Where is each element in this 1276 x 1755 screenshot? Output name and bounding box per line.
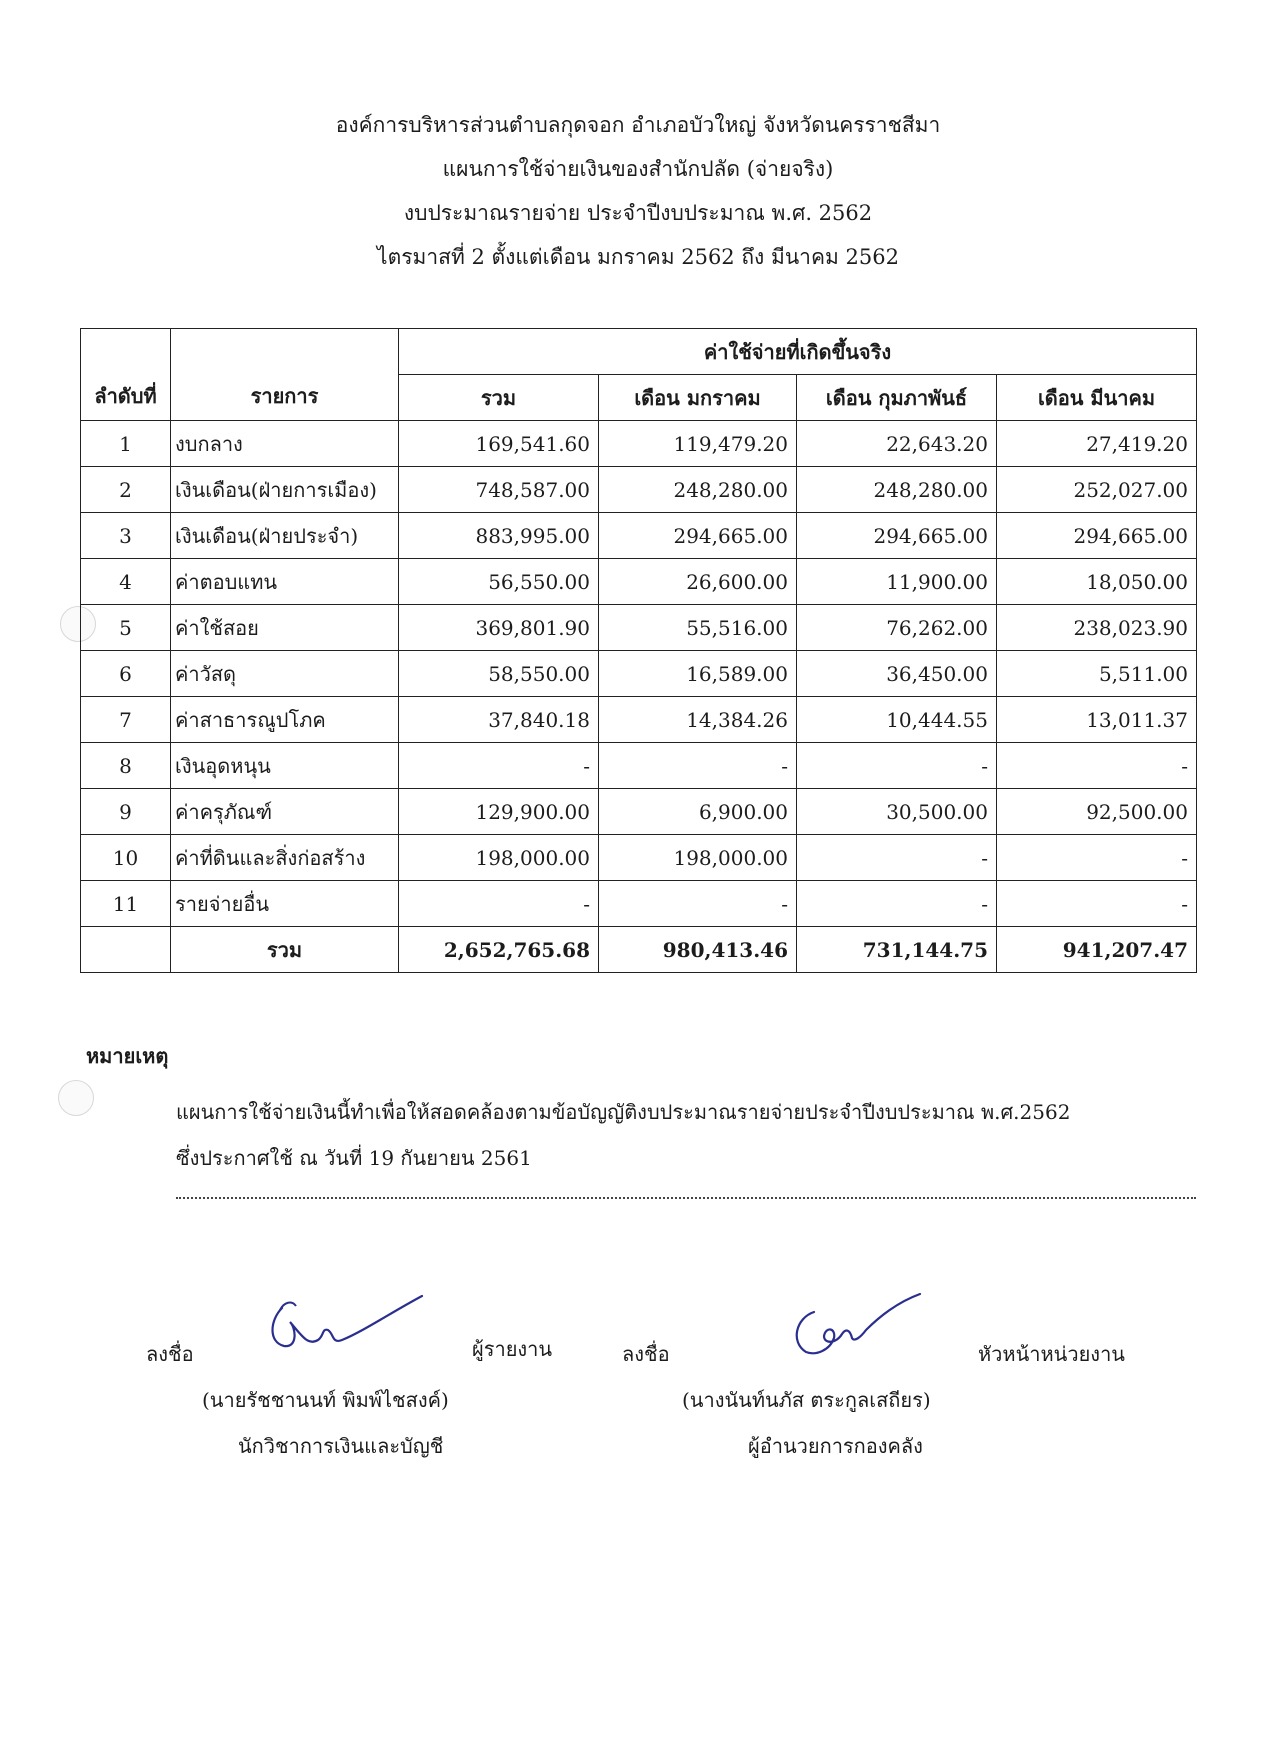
dotted-line [176,1196,1196,1199]
row-number: 4 [81,559,171,605]
row-item: ค่าวัสดุ [171,651,399,697]
right-role: หัวหน้าหน่วยงาน [978,1342,1125,1366]
table-row [81,605,1197,651]
row-january: 16,589.00 [599,651,797,697]
budget-year: งบประมาณรายจ่าย ประจำปีงบประมาณ พ.ศ. 2562 [403,201,873,225]
row-january: 26,600.00 [599,559,797,605]
row-number: 6 [81,651,171,697]
row-item: งบกลาง [171,421,399,467]
row-number: 8 [81,743,171,789]
table-row [81,881,1197,927]
right-sign-label: ลงชื่อ [622,1342,670,1366]
table-row [81,513,1197,559]
row-number: 7 [81,697,171,743]
expense-table [80,328,1197,973]
row-item: ค่าตอบแทน [171,559,399,605]
row-total: 748,587.00 [399,467,599,513]
row-february: - [797,743,997,789]
column-header-january: เดือน มกราคม [599,375,797,421]
left-sign-label: ลงชื่อ [146,1342,194,1366]
row-march: - [997,835,1197,881]
table-row [81,697,1197,743]
row-march: 18,050.00 [997,559,1197,605]
row-january: - [599,881,797,927]
row-number: 9 [81,789,171,835]
row-total: 198,000.00 [399,835,599,881]
row-item: รายจ่ายอื่น [171,881,399,927]
row-total: 883,995.00 [399,513,599,559]
row-march: 5,511.00 [997,651,1197,697]
row-item: ค่าสาธารณูปโภค [171,697,399,743]
punch-hole [58,1080,94,1116]
row-march: 238,023.90 [997,605,1197,651]
row-january: 14,384.26 [599,697,797,743]
row-item: เงินอุดหนุน [171,743,399,789]
row-march: - [997,881,1197,927]
row-january: 294,665.00 [599,513,797,559]
row-march: 252,027.00 [997,467,1197,513]
notes-title: หมายเหตุ [86,1044,169,1068]
table-row [81,789,1197,835]
total-sum: 2,652,765.68 [399,927,599,973]
column-header-no: ลำดับที่ [81,329,171,421]
row-total: - [399,881,599,927]
row-total: 369,801.90 [399,605,599,651]
left-signature-mark [262,1290,432,1370]
table-row [81,651,1197,697]
row-item: ค่าครุภัณฑ์ [171,789,399,835]
row-february: 22,643.20 [797,421,997,467]
right-signature-mark [780,1290,930,1370]
total-january: 980,413.46 [599,927,797,973]
right-name: (นางนันท์นภัส ตระกูลเสถียร) [682,1388,931,1412]
row-february: 248,280.00 [797,467,997,513]
row-february: - [797,835,997,881]
organization-name: องค์การบริหารส่วนตำบลกุดจอก อำเภอบัวใหญ่ จังหวัดนครราชสีมา [335,113,941,137]
row-january: 55,516.00 [599,605,797,651]
row-january: 6,900.00 [599,789,797,835]
left-name: (นายรัชชานนท์ พิมพ์ไชสงค์) [202,1388,449,1412]
table-row [81,467,1197,513]
column-header-february: เดือน กุมภาพันธ์ [797,375,997,421]
row-item: เงินเดือน(ฝ่ายประจำ) [171,513,399,559]
total-february: 731,144.75 [797,927,997,973]
row-february: 11,900.00 [797,559,997,605]
total-row [81,927,1197,973]
row-number: 5 [81,605,171,651]
left-position: นักวิชาการเงินและบัญชี [238,1434,444,1458]
row-number: 2 [81,467,171,513]
row-total: 58,550.00 [399,651,599,697]
row-march: 92,500.00 [997,789,1197,835]
row-january: 119,479.20 [599,421,797,467]
row-march: - [997,743,1197,789]
row-number: 1 [81,421,171,467]
table-row [81,421,1197,467]
quarter-period: ไตรมาสที่ 2 ตั้งแต่เดือน มกราคม 2562 ถึง มีนาคม 2562 [377,245,899,269]
plan-title: แผนการใช้จ่ายเงินของสำนักปลัด (จ่ายจริง) [442,157,834,181]
column-header-total: รวม [399,375,599,421]
left-role: ผู้รายงาน [472,1337,553,1361]
row-february: - [797,881,997,927]
column-header-march: เดือน มีนาคม [997,375,1197,421]
row-march: 13,011.37 [997,697,1197,743]
row-total: 129,900.00 [399,789,599,835]
row-number: 10 [81,835,171,881]
notes-line-2: ซึ่งประกาศใช้ ณ วันที่ 19 กันยายน 2561 [176,1146,532,1170]
total-march: 941,207.47 [997,927,1197,973]
row-february: 76,262.00 [797,605,997,651]
row-item: ค่าที่ดินและสิ่งก่อสร้าง [171,835,399,881]
total-row-no [81,927,171,973]
row-number: 11 [81,881,171,927]
column-group-header: ค่าใช้จ่ายที่เกิดขึ้นจริง [399,329,1197,375]
table-row [81,559,1197,605]
table-row [81,835,1197,881]
total-row-label: รวม [171,927,399,973]
notes-line-1: แผนการใช้จ่ายเงินนี้ทำเพื่อให้สอดคล้องตามข้อบัญญัติงบประมาณรายจ่ายประจำปีงบประมาณ พ.ศ.2562 [176,1100,1071,1124]
row-january: 198,000.00 [599,835,797,881]
row-number: 3 [81,513,171,559]
row-item: เงินเดือน(ฝ่ายการเมือง) [171,467,399,513]
row-march: 27,419.20 [997,421,1197,467]
row-total: 37,840.18 [399,697,599,743]
row-total: 169,541.60 [399,421,599,467]
row-february: 30,500.00 [797,789,997,835]
row-march: 294,665.00 [997,513,1197,559]
table-row [81,743,1197,789]
row-item: ค่าใช้สอย [171,605,399,651]
right-position: ผู้อำนวยการกองคลัง [748,1434,923,1458]
document-header [0,103,1276,279]
row-february: 36,450.00 [797,651,997,697]
row-january: 248,280.00 [599,467,797,513]
row-january: - [599,743,797,789]
row-february: 10,444.55 [797,697,997,743]
row-total: 56,550.00 [399,559,599,605]
row-total: - [399,743,599,789]
row-february: 294,665.00 [797,513,997,559]
column-header-item: รายการ [171,329,399,421]
